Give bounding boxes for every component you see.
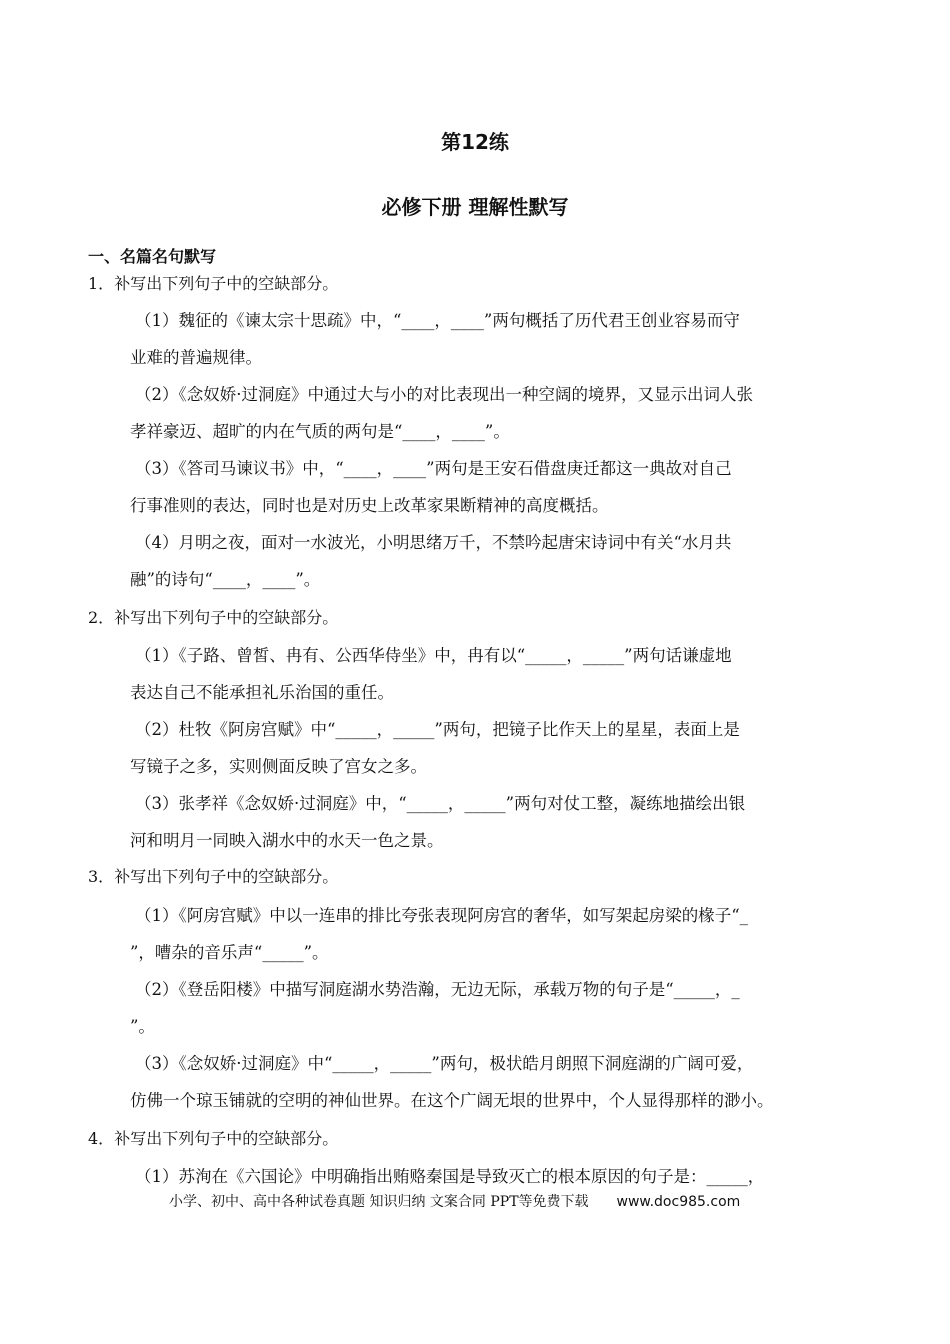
question-line: ”，嘈杂的音乐声“_____”。 <box>130 943 329 962</box>
question-line: 孝祥豪迈、超旷的内在气质的两句是“____，____”。 <box>130 422 510 441</box>
question-line: （2）《登岳阳楼》中描写洞庭湖水势浩瀚，无边无际，承载万物的句子是“_____，_ <box>135 980 740 999</box>
question-line: 表达自己不能承担礼乐治国的重任。 <box>130 683 394 702</box>
footer-text: 小学、初中、高中各种试卷真题 知识归纳 文案合同 PPT等免费下载 <box>169 1194 589 1210</box>
question-line: （4）月明之夜，面对一水波光，小明思绪万千，不禁吟起唐宋诗词中有关“水月共 <box>135 533 732 552</box>
question-line: 融”的诗句“____，____”。 <box>130 570 321 589</box>
question-line: （3）张孝祥《念奴娇·过洞庭》中，“_____，_____”两句对仗工整，凝练地描绘出银 <box>135 794 746 813</box>
page-title: 第12练 <box>441 130 509 154</box>
question-1-prompt: 1．补写出下列句子中的空缺部分。 <box>88 274 339 293</box>
question-4-prompt: 4．补写出下列句子中的空缺部分。 <box>88 1129 339 1148</box>
question-line: （1）《子路、曾皙、冉有、公西华侍坐》中，冉有以“_____，_____”两句话谦虚地 <box>135 646 732 665</box>
question-line: （1）魏征的《谏太宗十思疏》中，“____，____”两句概括了历代君王创业容易而守 <box>135 311 740 330</box>
footer-link[interactable]: www.doc985.com <box>616 1194 741 1210</box>
question-3-prompt: 3．补写出下列句子中的空缺部分。 <box>88 867 339 886</box>
question-line: （3）《答司马谏议书》中，“____，____”两句是王安石借盘庚迁都这一典故对自己 <box>135 459 732 478</box>
page-subtitle: 必修下册 理解性默写 <box>381 195 569 219</box>
question-line: 写镜子之多，实则侧面反映了宫女之多。 <box>130 757 427 776</box>
section-heading: 一、名篇名句默写 <box>88 247 217 266</box>
question-line: 业难的普遍规律。 <box>130 348 262 367</box>
question-line: ”。 <box>130 1017 155 1036</box>
question-line: 仿佛一个琼玉铺就的空明的神仙世界。在这个广阔无垠的世界中，个人显得那样的渺小。 <box>130 1091 774 1110</box>
question-line: 行事准则的表达，同时也是对历史上改革家果断精神的高度概括。 <box>130 496 609 515</box>
question-line: （2）《念奴娇·过洞庭》中通过大与小的对比表现出一种空阔的境界，又显示出词人张 <box>135 385 753 404</box>
question-line: 河和明月一同映入湖水中的水天一色之景。 <box>130 831 444 850</box>
question-line: （1）《阿房宫赋》中以一连串的排比夸张表现阿房宫的奢华，如写架起房梁的椽子“_ <box>135 906 748 925</box>
question-line: （3）《念奴娇·过洞庭》中“_____，_____”两句，极状皓月朗照下洞庭湖的广阔可爱， <box>135 1054 754 1073</box>
question-line: （1）苏洵在《六国论》中明确指出贿赂秦国是导致灭亡的根本原因的句子是：_____， <box>135 1167 765 1186</box>
question-line: （2）杜牧《阿房宫赋》中“_____，_____”两句，把镜子比作天上的星星，表面上是 <box>135 720 740 739</box>
question-2-prompt: 2．补写出下列句子中的空缺部分。 <box>88 608 339 627</box>
page-footer <box>169 1191 740 1211</box>
